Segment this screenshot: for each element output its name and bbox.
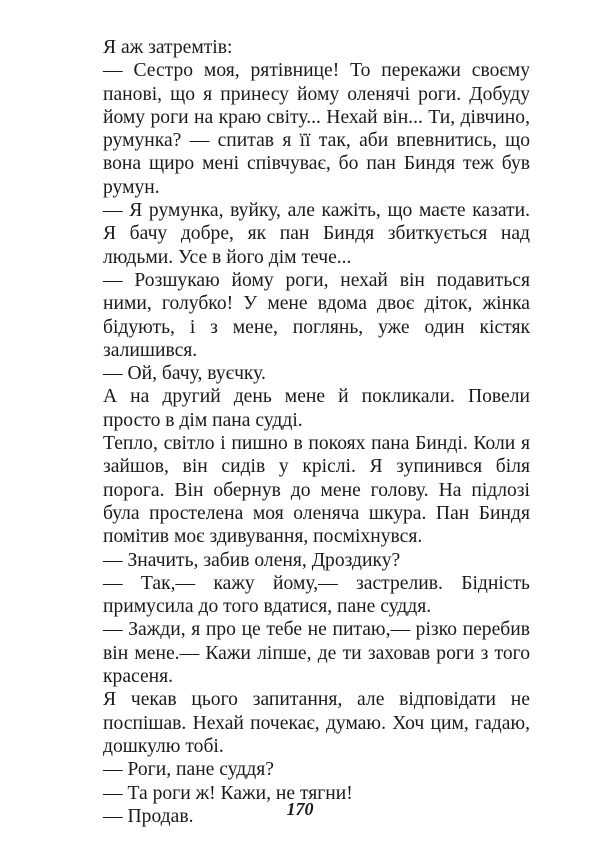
paragraph: — Продав.	[103, 805, 194, 827]
paragraph: Я аж затремтів:	[103, 37, 233, 58]
paragraph: — Ой, бачу, вуєчку.	[103, 363, 266, 385]
paragraph: — Та роги ж! Кажи, не тягни!	[103, 782, 353, 804]
paragraph: — Зажди, я про це тебе не питаю,— різко перебив він мене.— Кажи ліпше, де ти заховав роги з того красеня.	[103, 619, 530, 688]
paragraph: А на другий день мене й покликали. Повели просто в дім пана судді.	[103, 386, 530, 431]
paragraph: — Значить, забив оленя, Дроздику?	[103, 549, 401, 571]
paragraph: — Так,— кажу йому,— застрелив. Бідність примусила до того вдатися, пане суддя.	[103, 572, 530, 618]
paragraph: — Я румунка, вуйку, але кажіть, що маєте казати. Я бачу добре, як пан Биндя збиткується над людьми. Усе в його дім тече...	[103, 200, 530, 268]
paragraph: — Сестро моя, рятівнице! То перекажи своєму панові, що я принесу йому оленячі роги. Добуду йому роги на краю світу... Нехай він... Ти, дівчино, румунка? — спитав я її так, аби впевнитись, що вона щиро мені співчуває, бо пан Биндя теж був румун.	[103, 60, 530, 198]
paragraph: Тепло, світло і пишно в покоях пана Бинді. Коли я зайшов, він сидів у кріслі. Я зупинився біля порога. Він обернув до мене голову. На підлозі була простелена моя оленяча шкура. Пан Биндя помітив моє здивування, посміхнувся.	[103, 433, 530, 548]
page-text	[103, 36, 530, 828]
paragraph: — Розшукаю йому роги, нехай він подавиться ними, голубко! У мене вдома двоє діток, жінка бідують, і з мене, поглянь, уже один кістяк залишився.	[103, 269, 530, 361]
paragraph: — Роги, пане суддя?	[103, 759, 274, 781]
paragraph: Я чекав цього запитання, але відповідати не поспішав. Нехай почекає, думаю. Хоч цим, гадаю, дошкулю тобі.	[103, 689, 530, 757]
page-number: 170	[286, 799, 314, 819]
